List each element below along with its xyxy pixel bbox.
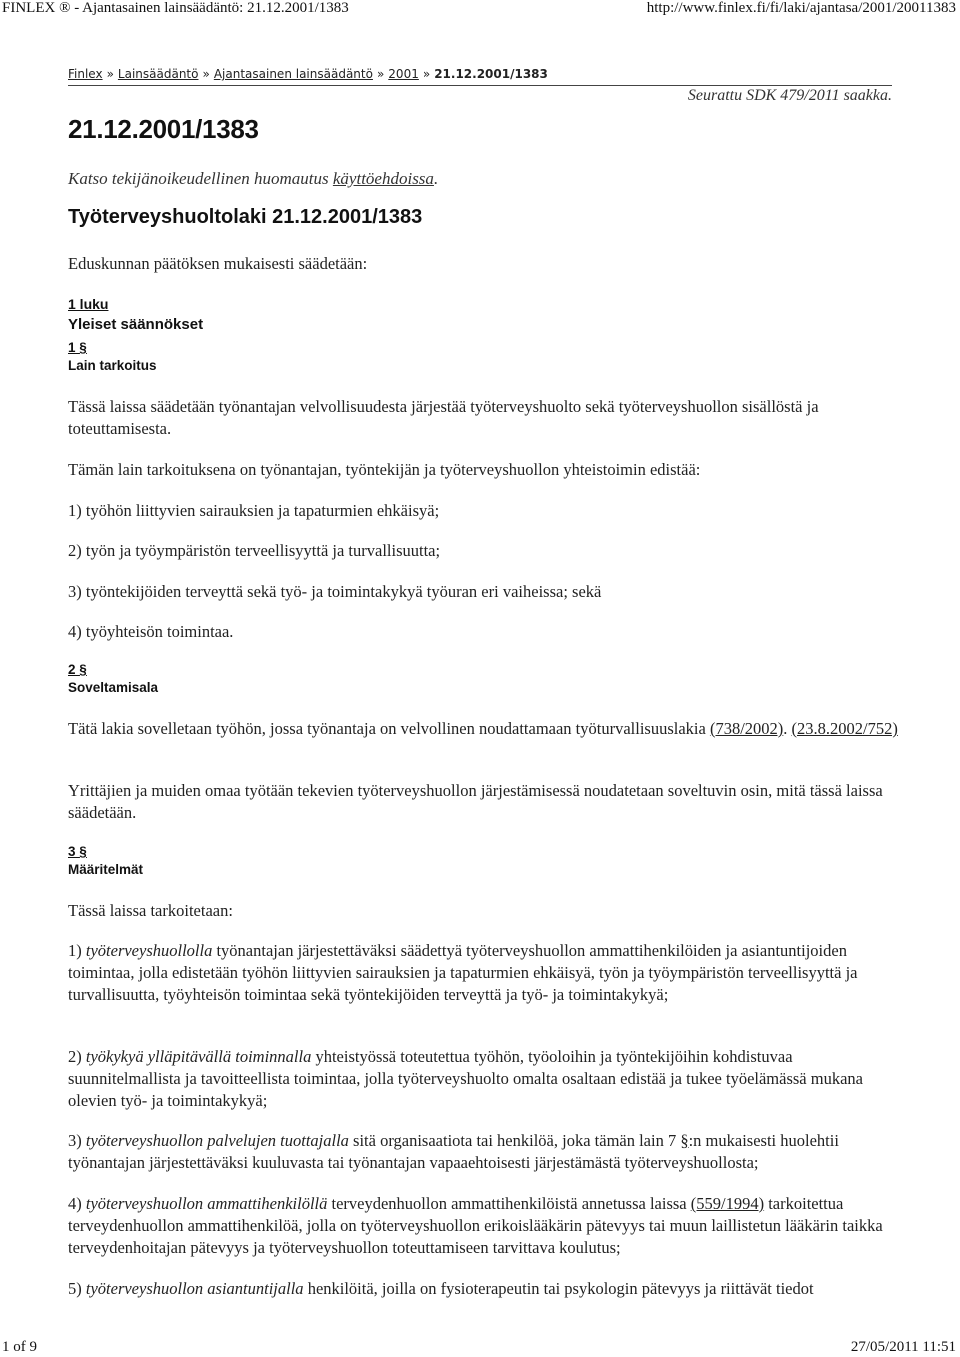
breadcrumb-link-lainsaadanto[interactable]: Lainsäädäntö [117, 67, 199, 81]
page-title: 21.12.2001/1383 [68, 114, 259, 144]
law-reference-link[interactable]: (559/1994) [690, 1194, 765, 1213]
breadcrumb-link-finlex[interactable]: Finlex [68, 67, 103, 81]
definition-2: 2) työkykyä ylläpitävällä toiminnalla yhteistyössä toteutettua työhön, työoloihin ja työntekijöihin kohdistuvaa suunnitelmallista ja tavoitteellista toimintaa, jolla työterveyshuolto omalta osaltaan edistää ja tukee työelämässä mukana olevien työ- ja toimintakykyä; [68, 1047, 863, 1110]
section-2-heading [68, 661, 158, 697]
section-1-paragraph-1: Tässä laissa säädetään työnantajan velvollisuudesta järjestää työterveyshuolto sekä työterveyshuollon sisällöstä ja toteuttamisesta. [68, 397, 819, 438]
section-symbol-link[interactable]: § [680, 1131, 689, 1150]
chapter-title: Yleiset säännökset [68, 316, 204, 333]
breadcrumb-separator: » [376, 67, 385, 81]
section-2-title: Soveltamisala [68, 680, 159, 695]
header-divider [68, 85, 892, 86]
breadcrumb-link-ajantasainen[interactable]: Ajantasainen lainsäädäntö [213, 67, 373, 81]
followed-note: Seurattu SDK 479/2011 saakka. [687, 87, 892, 104]
section-3-title: Määritelmät [68, 862, 144, 877]
chapter-heading [68, 296, 203, 334]
section-3-intro: Tässä laissa tarkoitetaan: [68, 901, 233, 920]
section-3-number[interactable]: 3 § [68, 844, 87, 859]
list-item: 2) työn ja työympäristön terveellisyyttä ja turvallisuutta; [68, 541, 441, 560]
section-2-paragraph-2: Yrittäjien ja muiden omaa työtään tekevien työterveyshuollon järjestämisessä noudatetaan soveltuvin osin, mitä tässä laissa säädetään. [68, 781, 883, 822]
section-2-number[interactable]: 2 § [68, 662, 87, 677]
breadcrumb-separator: » [422, 67, 431, 81]
defined-term: työterveyshuollon asiantuntijalla [85, 1279, 304, 1298]
law-title: Työterveyshuoltolaki 21.12.2001/1383 [68, 206, 423, 228]
preamble: Eduskunnan päätöksen mukaisesti säädetään: [68, 254, 368, 273]
breadcrumb-separator: » [106, 67, 114, 81]
list-item: 4) työyhteisön toimintaa. [68, 622, 234, 641]
section-1-number[interactable]: 1 § [68, 340, 87, 355]
defined-term: työterveyshuollolla [85, 941, 213, 960]
section-2-paragraph-1: Tätä lakia sovelletaan työhön, jossa työnantaja on velvollinen noudattamaan työturvallisuuslakia (738/2002). (23.8.2002/752) [68, 719, 898, 738]
section-1-title: Lain tarkoitus [68, 358, 157, 373]
defined-term: työterveyshuollon ammattihenkilöllä [85, 1194, 328, 1213]
print-header-url: http://www.finlex.fi/fi/laki/ajantasa/2001/20011383 [646, 0, 956, 16]
definition-1: 1) työterveyshuollolla työnantajan järjestettäväksi säädettyä työterveyshuollon ammattihenkilöiden ja asiantuntijoiden toimintaa, jolla edistetään työhön liittyvien sairauksien ja tapaturmien ehkäisyä, työn ja työympäristön terveellisyyttä ja turvallisuutta, työyhteisön toimintaa sekä työntekijöiden terveyttä ja työ- ja toimintakykyä; [68, 941, 858, 1004]
defined-term: työkykyä ylläpitävällä toiminnalla [85, 1047, 312, 1066]
section-1-paragraph-2: Tämän lain tarkoituksena on työnantajan, työntekijän ja työterveyshuollon yhteistoimin edistää: [68, 460, 701, 479]
print-footer-page: 1 of 9 [2, 1339, 37, 1355]
breadcrumb-current: 21.12.2001/1383 [434, 67, 548, 81]
notice-end: . [433, 169, 439, 188]
terms-of-use-link[interactable]: käyttöehdoissa [332, 169, 434, 188]
definition-4: 4) työterveyshuollon ammattihenkilöllä terveydenhuollon ammattihenkilöistä annetussa laissa (559/1994) tarkoitettua terveydenhuollon ammattihenkilöä, jolla on työterveyshuollon erikoislääkärin pätevyys tai muun laillistetun lääkärin taikka terveydenhoitajan pätevyys ja työterveyshuollon toteuttamiseen tarvittava koulutus; [68, 1194, 883, 1257]
breadcrumb-link-year[interactable]: 2001 [388, 67, 419, 81]
law-reference-link[interactable]: (738/2002) [709, 719, 784, 738]
defined-term: työterveyshuollon palvelujen tuottajalla [85, 1131, 349, 1150]
notice-text: Katso tekijänoikeudellinen huomautus [68, 169, 333, 188]
breadcrumb-separator: » [202, 67, 210, 81]
list-item: 3) työntekijöiden terveyttä sekä työ- ja toimintakykyä työuran eri vaiheissa; sekä [68, 582, 602, 601]
copyright-notice [68, 169, 438, 189]
print-footer-timestamp: 27/05/2011 11:51 [850, 1339, 956, 1355]
section-3-heading [68, 843, 143, 879]
chapter-number[interactable]: 1 luku [68, 296, 109, 312]
definition-3: 3) työterveyshuollon palvelujen tuottajalla sitä organisaatiota tai henkilöä, joka tämän lain 7 §:n mukaisesti huolehtii työnantajan järjestettäväksi kuuluvasta tai työnantajan vapaaehtoisesti järjestämästä työterveyshuollosta; [68, 1131, 839, 1172]
amendment-reference-link[interactable]: (23.8.2002/752) [791, 719, 898, 738]
breadcrumb [68, 67, 548, 81]
section-1-heading [68, 339, 157, 375]
list-item: 1) työhön liittyvien sairauksien ja tapaturmien ehkäisyä; [68, 501, 440, 520]
definition-5: 5) työterveyshuollon asiantuntijalla henkilöitä, joilla on fysioterapeutin tai psykologin pätevyys ja riittävät tiedot [68, 1279, 814, 1298]
print-header-title: FINLEX ® - Ajantasainen lainsäädäntö: 21.12.2001/1383 [2, 0, 349, 16]
